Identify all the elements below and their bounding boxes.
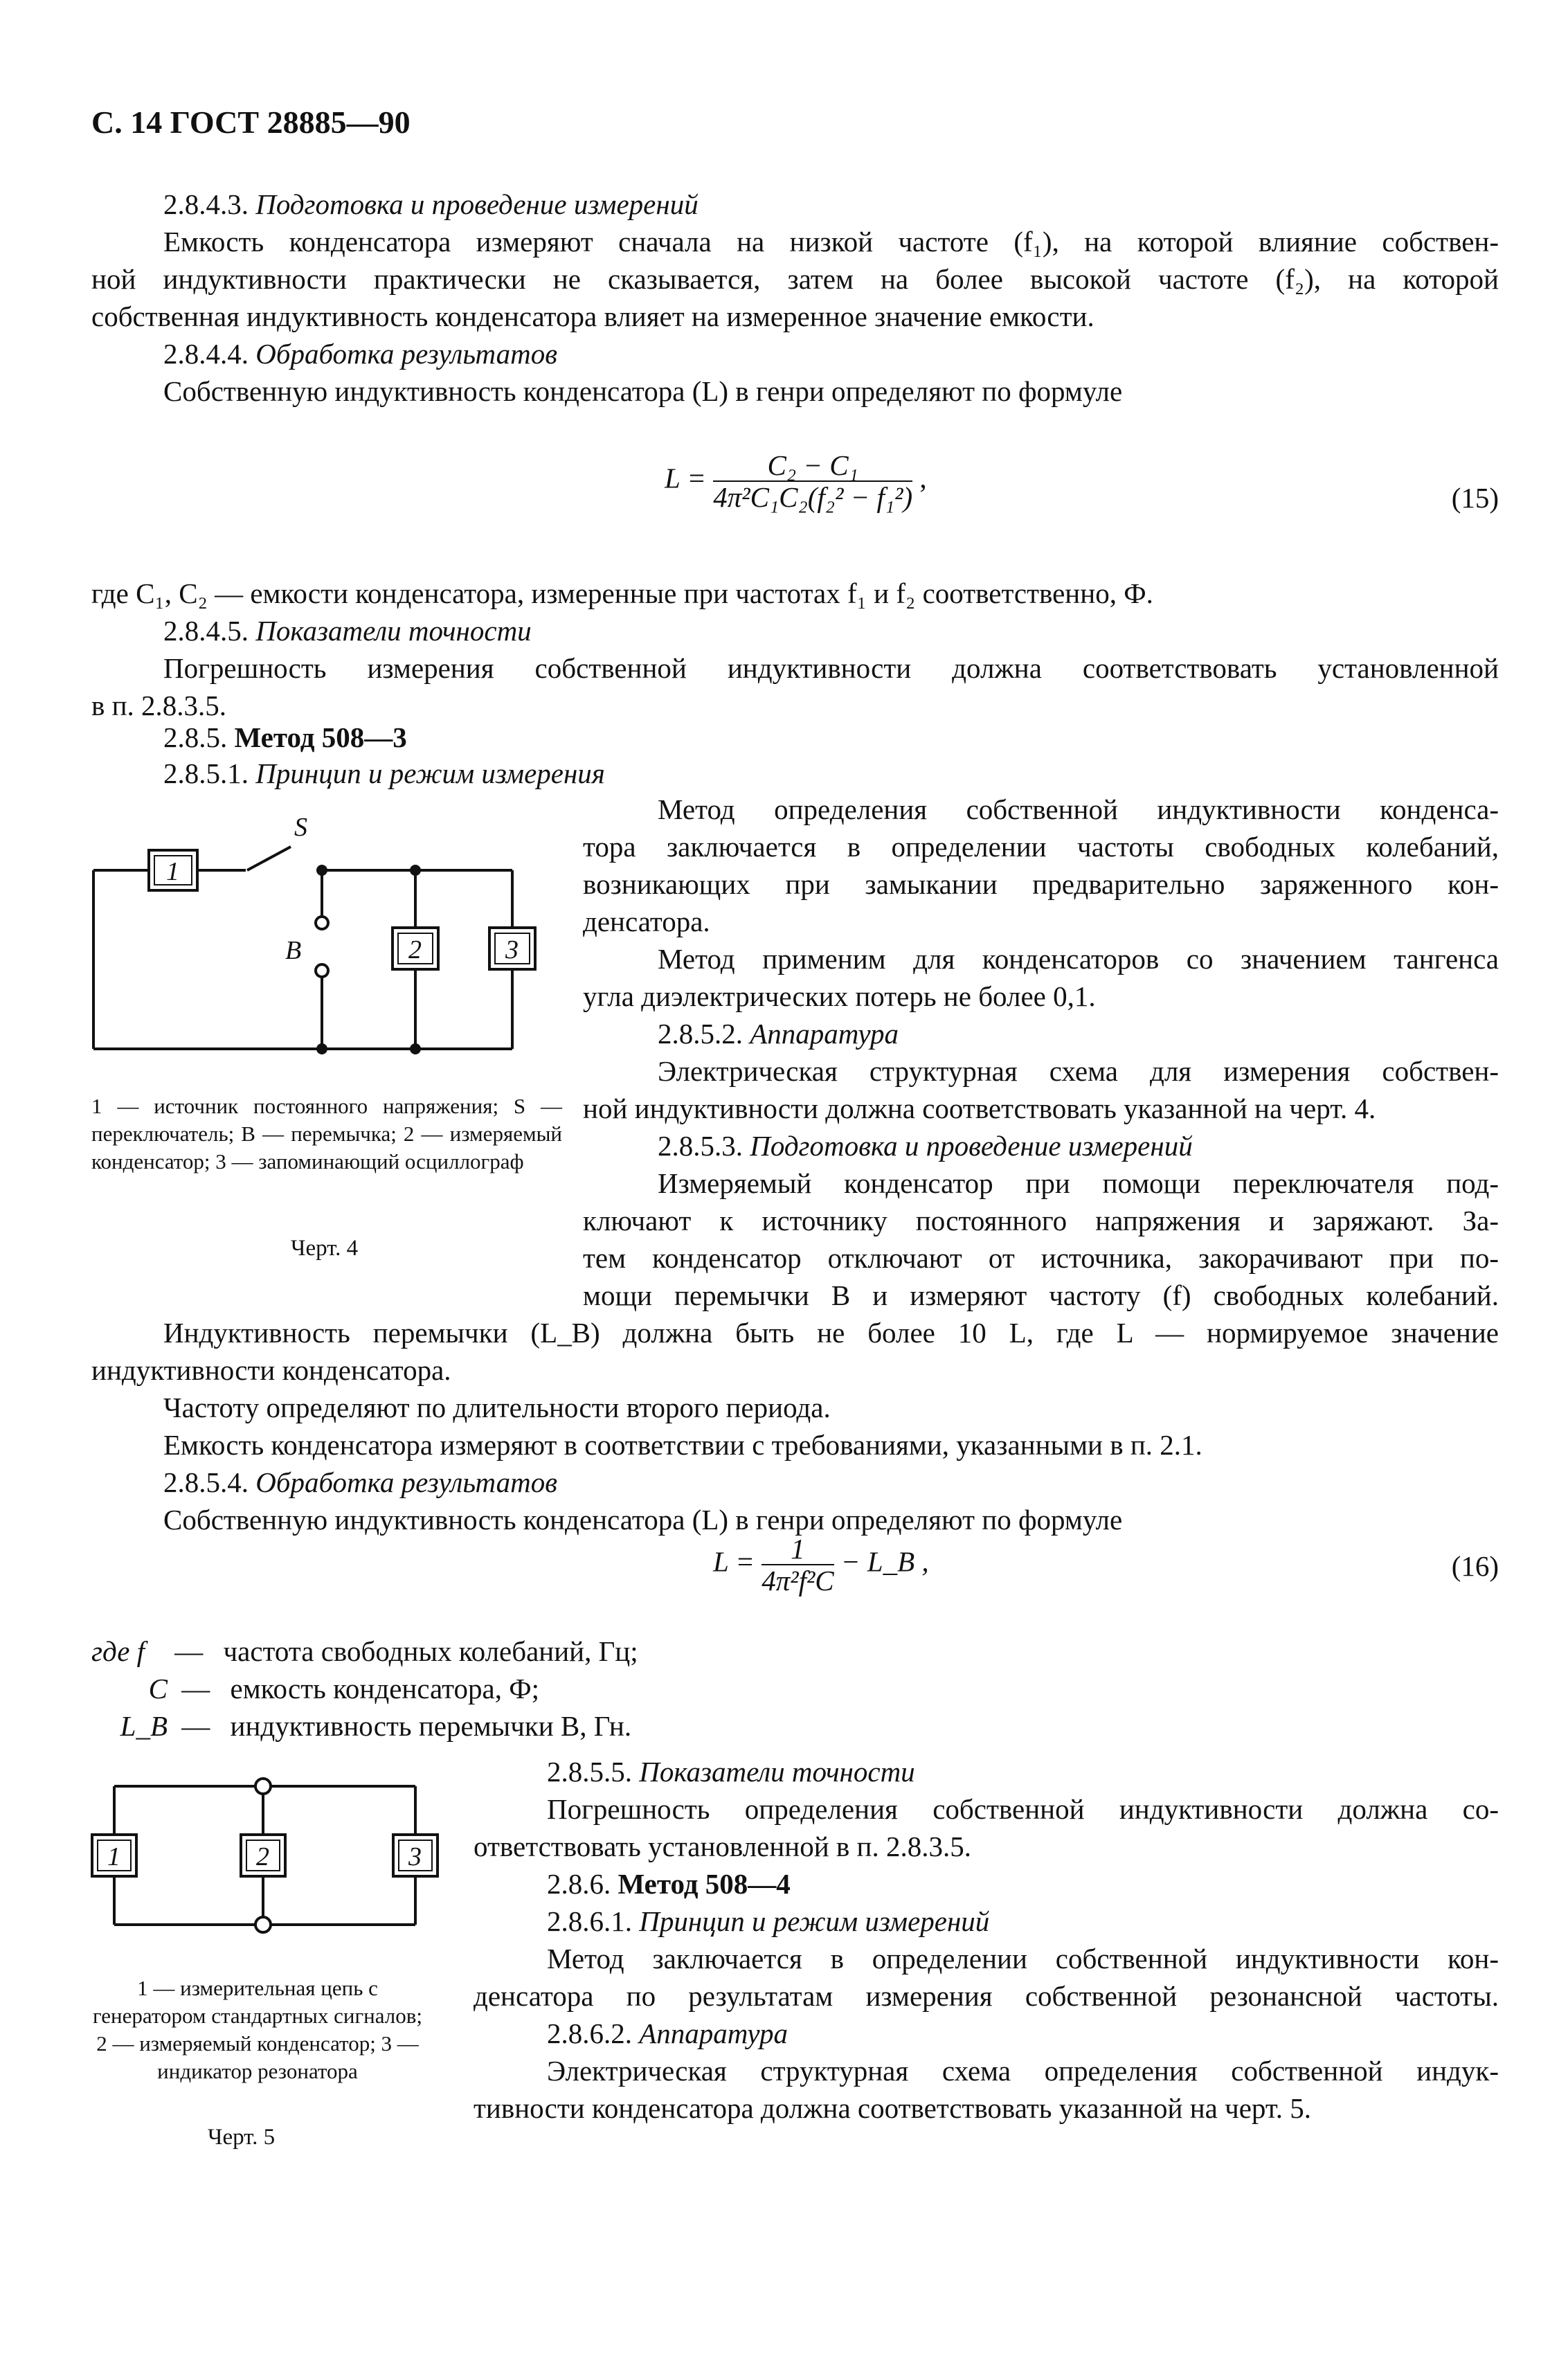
section-title: Обработка результатов <box>255 1466 558 1498</box>
section-285 <box>163 719 407 756</box>
section-2854 <box>163 1464 557 1501</box>
section-title: Показатели точности <box>255 615 532 647</box>
section-286 <box>547 1865 791 1903</box>
paragraph-line: денсатора. <box>583 906 710 937</box>
section-title: Принцип и режим измерений <box>639 1905 990 1937</box>
paragraph-line: тем конденсатор отключают от источника, закорачивают при по- <box>583 1242 1499 1274</box>
equation-tail: , <box>919 462 927 494</box>
paragraph-line: ключают к источнику постоянного напряжения и заряжают. За- <box>583 1205 1499 1237</box>
junction-dot <box>410 865 421 876</box>
paragraph-line: Электрическая структурная схема для измерения собствен- <box>658 1055 1499 1087</box>
terminal-node <box>255 1779 271 1794</box>
equation-number: (15) <box>1451 482 1499 514</box>
paragraph-line: Метод заключается в определении собственной индуктивности кон- <box>547 1943 1499 1975</box>
fig5-box-3 <box>393 1835 438 1876</box>
where-dash: — <box>174 1635 204 1667</box>
section-number: 2.8.6. <box>547 1868 611 1900</box>
where-text: емкость конденсатора, Ф; <box>230 1673 540 1705</box>
section-title: Подготовка и проведение измерений <box>255 188 699 220</box>
section-2861 <box>547 1903 989 1940</box>
section-number: 2.8.6.1. <box>547 1905 632 1937</box>
paragraph-line: Измеряемый конденсатор при помощи переключателя под- <box>658 1167 1499 1199</box>
figure-caption: 1 — источник постоянного напряжения; S — переключатель; B — перемычка; 2 — измеряемый конденсатор; 3 — запоминающий осциллограф <box>91 1094 562 1173</box>
section-title: Аппаратура <box>750 1018 899 1050</box>
jumper-terminal <box>316 964 328 977</box>
section-number: 2.8.4.3. <box>163 188 249 220</box>
paragraph-line: ной индуктивности должна соответствовать указанной на черт. 4. <box>583 1092 1376 1124</box>
paragraph-line: в п. 2.8.3.5. <box>91 690 227 721</box>
section-number: 2.8.5.3. <box>658 1130 743 1162</box>
where-dash: — <box>181 1710 210 1742</box>
page-header: С. 14 ГОСТ 28885—90 <box>91 105 411 140</box>
section-2862 <box>547 2015 788 2052</box>
where-text: индуктивность перемычки B, Гн. <box>230 1710 632 1742</box>
section-title: Метод 508—4 <box>618 1868 791 1900</box>
where-symbol: C <box>148 1673 168 1705</box>
paragraph-line: Погрешность определения собственной индуктивности должна со- <box>547 1793 1499 1825</box>
section-number: 2.8.5.4. <box>163 1466 249 1498</box>
section-number: 2.8.6.2. <box>547 2017 632 2049</box>
fraction-denominator: 4π²f²C <box>762 1565 834 1597</box>
paragraph-line: ответствовать установленной в п. 2.8.3.5. <box>474 1831 971 1862</box>
paragraph-line: собственная индуктивность конденсатора влияет на измеренное значение емкости. <box>91 300 1094 332</box>
paragraph-line: Емкость конденсатора измеряют в соответствии с требованиями, указанными в п. 2.1. <box>163 1429 1202 1461</box>
section-2844 <box>163 335 557 372</box>
section-2843 <box>163 186 699 223</box>
paragraph-line: Частоту определяют по длительности второго периода. <box>163 1392 831 1423</box>
junction-dot <box>316 865 327 876</box>
box-label: 3 <box>408 1842 422 1871</box>
paragraph-line: мощи перемычки B и измеряют частоту (f) свободных колебаний. <box>583 1279 1499 1311</box>
paragraph-line: Метод определения собственной индуктивности конденса- <box>658 793 1499 825</box>
fig5-box-2 <box>241 1835 285 1876</box>
terminal-node <box>255 1917 271 1932</box>
section-title: Аппаратура <box>639 2017 788 2049</box>
section-2855 <box>547 1753 915 1790</box>
box-label: 1 <box>166 857 179 886</box>
where-symbol: где f <box>91 1635 145 1667</box>
equation-fraction <box>713 450 912 512</box>
paragraph-line: Собственную индуктивность конденсатора (L) в генри определяют по формуле <box>163 375 1123 407</box>
section-title: Показатели точности <box>639 1756 915 1788</box>
where-item <box>91 1670 539 1707</box>
paragraph-line: ной индуктивности практически не сказывается, затем на более высокой частоте (f₂), на которой <box>91 263 1499 295</box>
section-2852 <box>658 1015 899 1052</box>
fraction-numerator: C₂ − C₁ <box>713 450 912 482</box>
fig4-box-1 <box>149 850 197 890</box>
equation-15 <box>665 450 927 512</box>
fraction-denominator: 4π²C₁C₂(f₂² − f₁²) <box>713 481 913 513</box>
section-2845 <box>163 612 532 649</box>
section-title: Принцип и режим измерения <box>255 757 605 789</box>
where-line: где C₁, C₂ — емкости конденсатора, измеренные при частотах f₁ и f₂ соответственно, Ф. <box>91 577 1153 609</box>
fig5-box-1 <box>92 1835 136 1876</box>
section-number: 2.8.5.5. <box>547 1756 632 1788</box>
figure-caption: 1 — измерительная цепь с генератором стандартных сигналов; 2 — измеряемый конденсатор; 3 — индикатор резонатора <box>92 1976 423 2083</box>
paragraph-line: Электрическая структурная схема определения собственной индук- <box>547 2055 1499 2087</box>
section-number: 2.8.5.2. <box>658 1018 743 1050</box>
paragraph-line: тора заключается в определении частоты свободных колебаний, <box>583 831 1499 863</box>
paragraph-line: денсатора по результатам измерения собственной резонансной частоты. <box>474 1980 1499 2012</box>
equation-tail: − L_B , <box>840 1545 929 1578</box>
equation-fraction <box>762 1534 833 1596</box>
section-2851 <box>163 755 605 792</box>
section-number: 2.8.5.1. <box>163 757 249 789</box>
fraction-numerator: 1 <box>762 1534 833 1565</box>
where-item <box>91 1707 631 1745</box>
circuit-diagram-fig5 <box>87 1772 447 1959</box>
paragraph-line: Емкость конденсатора измеряют сначала на низкой частоте (f₁), на которой влияние собствен- <box>163 226 1499 258</box>
paragraph-line: Индуктивность перемычки (L_B) должна быть не более 10 L, где L — нормируемое значение <box>163 1317 1499 1349</box>
figure-title: Черт. 5 <box>208 2125 276 2150</box>
fig4-box-2 <box>393 928 438 969</box>
section-title: Подготовка и проведение измерений <box>750 1130 1193 1162</box>
paragraph-line: Погрешность измерения собственной индуктивности должна соответствовать установленной <box>163 652 1499 684</box>
paragraph-line: индуктивности конденсатора. <box>91 1354 451 1386</box>
jumper-terminal <box>316 917 328 929</box>
equation-16 <box>713 1534 929 1596</box>
box-label: 2 <box>256 1842 269 1871</box>
paragraph-line: угла диэлектрических потерь не более 0,1. <box>583 980 1096 1012</box>
fig4-box-3 <box>489 928 535 969</box>
paragraph-line: возникающих при замыкании предварительно заряженного кон- <box>583 868 1499 900</box>
jumper-label: B <box>285 936 302 965</box>
where-symbol: L_B <box>120 1710 168 1742</box>
section-number: 2.8.4.4. <box>163 338 249 370</box>
switch-label: S <box>294 813 307 842</box>
circuit-diagram-fig4 <box>83 807 540 1077</box>
equation-lhs: L = <box>665 462 706 494</box>
where-dash: — <box>181 1673 210 1705</box>
equation-number: (16) <box>1451 1550 1499 1582</box>
where-item <box>91 1633 638 1670</box>
section-number: 2.8.4.5. <box>163 615 249 647</box>
section-title: Обработка результатов <box>255 338 558 370</box>
paragraph-line: Метод применим для конденсаторов со значением тангенса <box>658 943 1499 975</box>
section-2853 <box>658 1127 1193 1164</box>
box-label: 3 <box>505 935 519 964</box>
equation-lhs: L = <box>713 1545 755 1578</box>
section-number: 2.8.5. <box>163 721 228 753</box>
box-label: 1 <box>107 1842 120 1871</box>
paragraph-line: Собственную индуктивность конденсатора (L) в генри определяют по формуле <box>163 1504 1123 1536</box>
junction-dot <box>316 1043 327 1054</box>
box-label: 2 <box>408 935 422 964</box>
figure-title: Черт. 4 <box>291 1236 359 1261</box>
junction-dot <box>410 1043 421 1054</box>
where-text: частота свободных колебаний, Гц; <box>223 1635 638 1667</box>
paragraph-line: тивности конденсатора должна соответствовать указанной на черт. 5. <box>474 2092 1311 2124</box>
section-title: Метод 508—3 <box>234 721 407 753</box>
